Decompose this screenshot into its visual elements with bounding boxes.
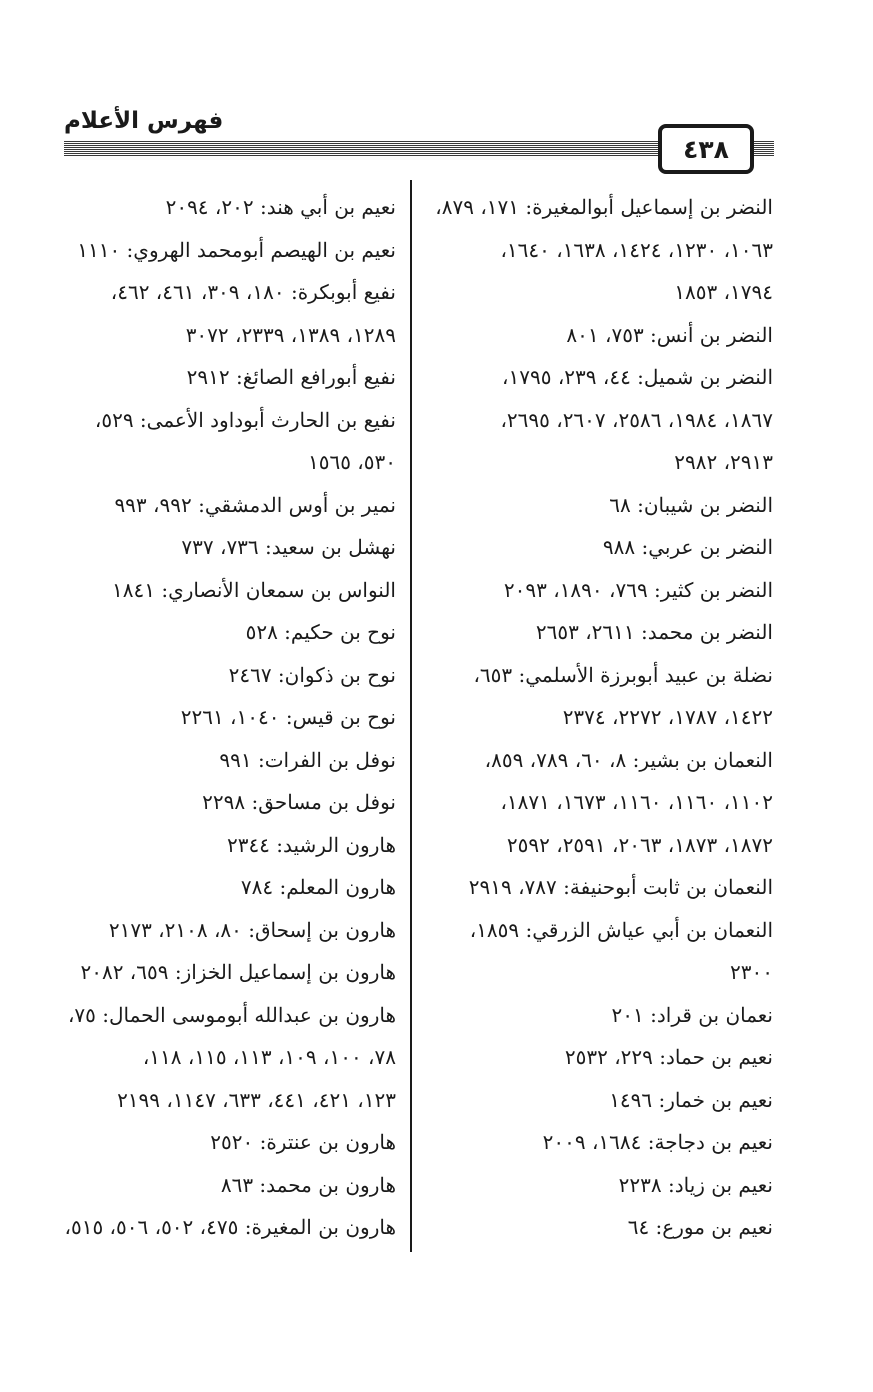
index-line: نعيم بن حماد: ٢٢٩، ٢٥٣٢ <box>564 1045 773 1069</box>
index-line: ١٤٢٢، ١٧٨٧، ٢٢٧٢، ٢٣٧٤ <box>562 705 773 729</box>
index-line: هارون بن عبدالله أبوموسى الحمال: ٧٥، <box>67 1002 396 1027</box>
index-line: نوفل بن الفرات: ٩٩١ <box>219 747 396 772</box>
index-column-right <box>433 186 773 1249</box>
index-line: ١١٠٢، ١١٦٠، ١١٦٠، ١٦٧٣، ١٨٧١، <box>500 790 773 814</box>
index-line: النضر بن محمد: ٢٦١١، ٢٦٥٣ <box>535 620 773 644</box>
page-header-title: فهرس الأعلام <box>64 108 224 134</box>
index-line: نعيم بن أبي هند: ٢٠٢، ٢٠٩٤ <box>165 195 396 219</box>
index-line: النضر بن عربي: ٩٨٨ <box>602 535 773 559</box>
index-line: نمير بن أوس الدمشقي: ٩٩٢، ٩٩٣ <box>114 492 396 517</box>
index-line: هارون بن إسحاق: ٨٠، ٢١٠٨، ٢١٧٣ <box>108 917 396 942</box>
index-line: ٥٣٠، ١٥٦٥ <box>307 450 396 474</box>
index-line: ١٠٦٣، ١٢٣٠، ١٤٢٤، ١٦٣٨، ١٦٤٠، <box>500 237 773 262</box>
index-line: ١٢٣، ٤٢١، ٤٤١، ٦٣٣، ١١٤٧، ٢١٩٩ <box>117 1087 396 1112</box>
index-line: نعيم بن دجاجة: ١٦٨٤، ٢٠٠٩ <box>542 1130 773 1154</box>
index-line: النضر بن أنس: ٧٥٣، ٨٠١ <box>566 322 773 347</box>
index-line: نوفل بن مساحق: ٢٢٩٨ <box>202 790 396 814</box>
index-line: نعيم بن الهيصم أبومحمد الهروي: ١١١٠ <box>77 237 396 262</box>
index-line: نوح بن ذكوان: ٢٤٦٧ <box>228 662 396 687</box>
index-line: ١٨٦٧، ١٩٨٤، ٢٥٨٦، ٢٦٠٧، ٢٦٩٥، <box>500 407 773 432</box>
page-number: ٤٣٨ <box>658 124 754 174</box>
index-line: النضر بن كثير: ٧٦٩، ١٨٩٠، ٢٠٩٣ <box>503 577 773 602</box>
index-line: نفيع بن الحارث أبوداود الأعمى: ٥٢٩، <box>94 407 396 432</box>
index-line: النعمان بن أبي عياش الزرقي: ١٨٥٩، <box>469 917 773 942</box>
index-line: نعيم بن خمار: ١٤٩٦ <box>609 1087 773 1112</box>
index-line: النضر بن شيبان: ٦٨ <box>609 492 773 517</box>
index-column-left <box>56 186 396 1249</box>
index-line: النواس بن سمعان الأنصاري: ١٨٤١ <box>112 577 396 602</box>
index-line: هارون بن المغيرة: ٤٧٥، ٥٠٢، ٥٠٦، ٥١٥، <box>64 1215 396 1239</box>
index-line: نفيع أبوبكرة: ١٨٠، ٣٠٩، ٤٦١، ٤٦٢، <box>110 280 396 304</box>
index-line: نوح بن حكيم: ٥٢٨ <box>245 620 396 644</box>
index-line: نهشل بن سعيد: ٧٣٦، ٧٣٧ <box>181 535 396 559</box>
index-line: ١٢٨٩، ١٣٨٩، ٢٣٣٩، ٣٠٧٢ <box>185 322 396 347</box>
index-line: ٢٣٠٠ <box>730 960 773 984</box>
index-line: النعمان بن ثابت أبوحنيفة: ٧٨٧، ٢٩١٩ <box>468 875 773 899</box>
header-rule-end <box>752 140 774 156</box>
index-line: النعمان بن بشير: ٨، ٦٠، ٧٨٩، ٨٥٩، <box>484 747 773 772</box>
index-line: هارون المعلم: ٧٨٤ <box>240 875 396 899</box>
index-line: هارون بن إسماعيل الخزاز: ٦٥٩، ٢٠٨٢ <box>80 960 396 984</box>
index-line: نعيم بن زياد: ٢٢٣٨ <box>618 1172 773 1197</box>
index-line: هارون الرشيد: ٢٣٤٤ <box>226 832 396 857</box>
index-line: هارون بن محمد: ٨٦٣ <box>220 1172 396 1197</box>
index-line: ٧٨، ١٠٠، ١٠٩، ١١٣، ١١٥، ١١٨، <box>142 1045 396 1069</box>
index-line: نفيع أبورافع الصائغ: ٢٩١٢ <box>186 365 396 389</box>
index-line: نوح بن قيس: ١٠٤٠، ٢٢٦١ <box>180 705 396 729</box>
index-line: نعيم بن مورع: ٦٤ <box>627 1215 773 1239</box>
column-divider <box>410 180 412 1252</box>
header-rule <box>64 140 658 156</box>
index-line: نضلة بن عبيد أبوبرزة الأسلمي: ٦٥٣، <box>473 662 773 687</box>
index-line: ٢٩١٣، ٢٩٨٢ <box>674 450 773 474</box>
index-line: هارون بن عنترة: ٢٥٢٠ <box>210 1130 396 1154</box>
index-line: ١٧٩٤، ١٨٥٣ <box>674 280 773 304</box>
index-line: النضر بن شميل: ٤٤، ٢٣٩، ١٧٩٥، <box>502 365 773 389</box>
index-line: النضر بن إسماعيل أبوالمغيرة: ١٧١، ٨٧٩، <box>435 195 773 219</box>
index-line: ١٨٧٢، ١٨٧٣، ٢٠٦٣، ٢٥٩١، ٢٥٩٢ <box>506 832 773 857</box>
index-line: نعمان بن قراد: ٢٠١ <box>611 1002 773 1027</box>
